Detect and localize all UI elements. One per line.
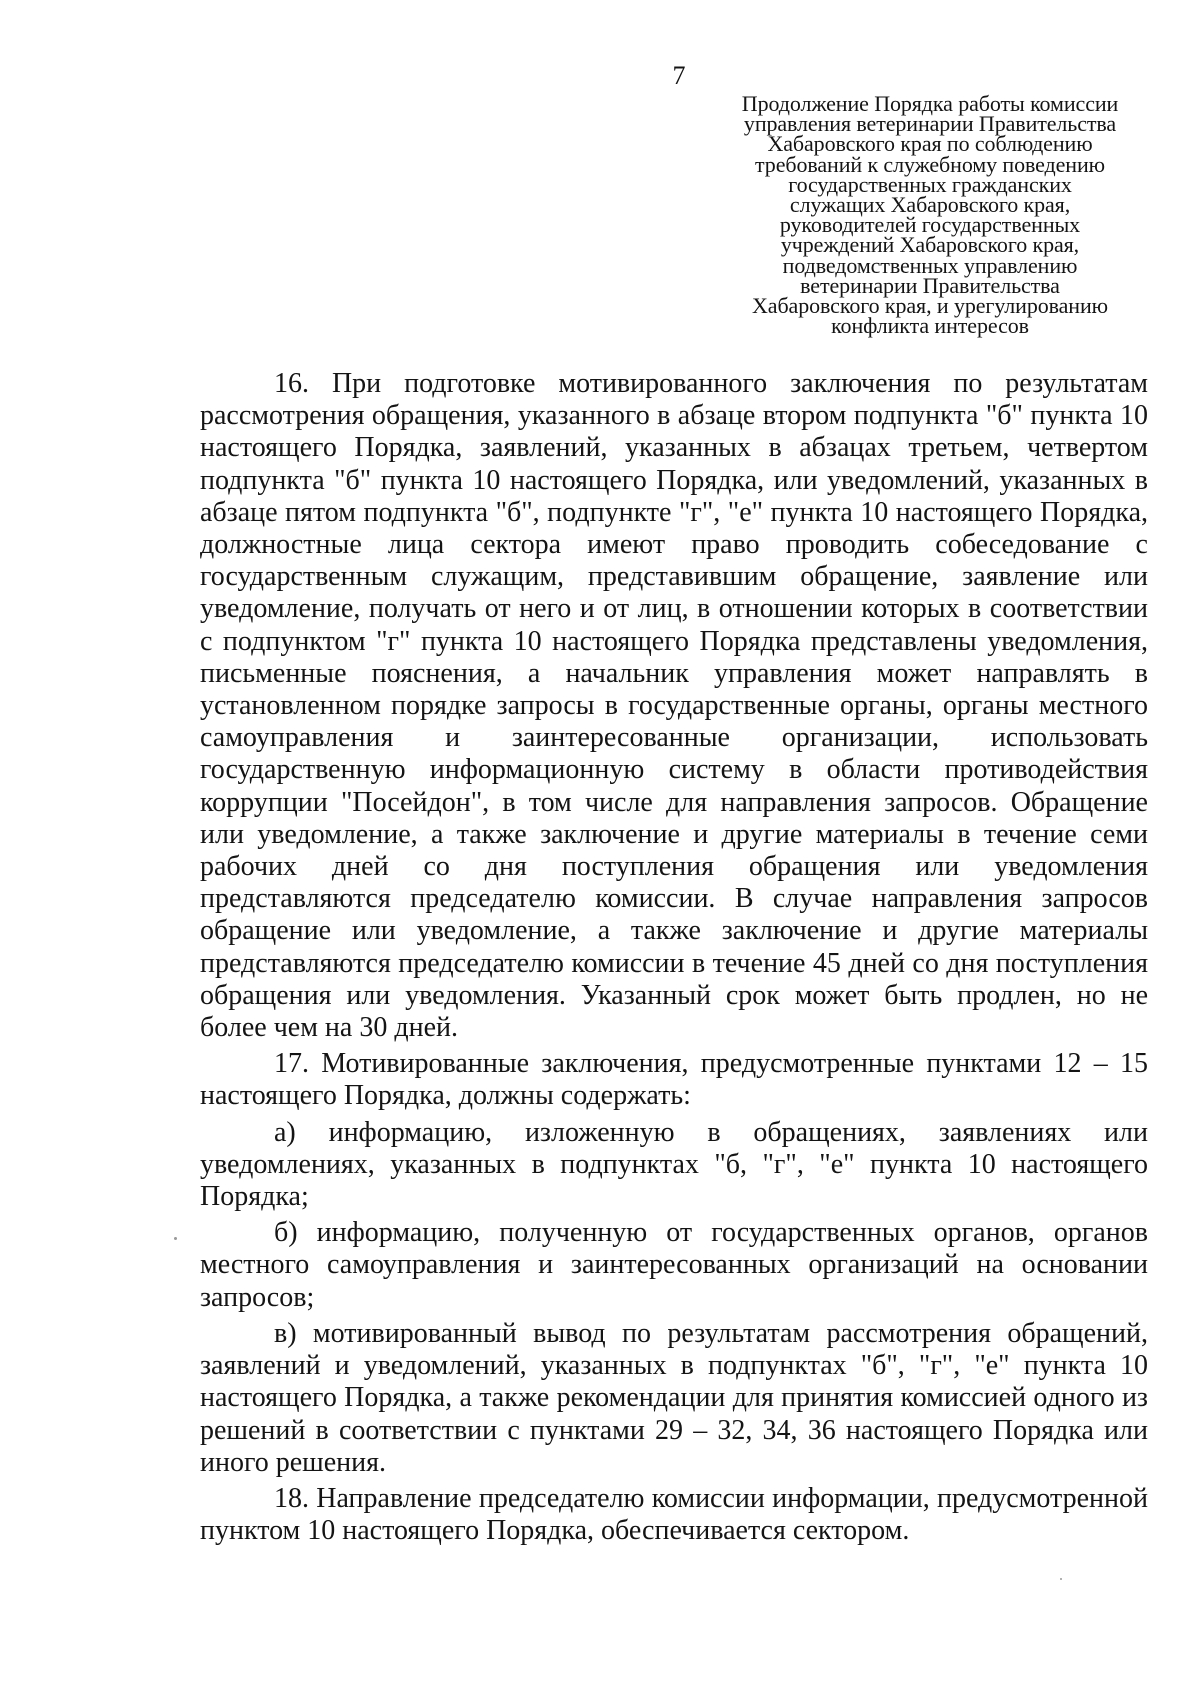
header-line: подведомственных управлению [782,252,1078,278]
paragraph-16: 16. При подготовке мотивированного заключения по результатам рассмотрения обращения, указанного в абзаце втором подпункта "б" пункта 10 настоящего Порядка, заявлений, указанных в абзацах третьем, четвертом подпункта "б" пункта 10 настоящего Порядка, или уведомлений, указанных в абзаце пятом подпункта "б", подпункте "г", "е" пункта 10 настоящего Порядка, должностные лица сектора имеют право проводить собеседование с государственным служащим, представившим обращение, заявление или уведомление, получать от него и от лиц, в отношении которых в соответствии с подпунктом "г" пункта 10 настоящего Порядка представлены уведомления, письменные пояснения, а начальник управления может направлять в установленном порядке запросы в государственные органы, органы местного самоуправления и заинтересованные организации, использовать государственную информационную систему в области противодействия коррупции "Посейдон", в том числе для направления запросов. Обращение или уведомление, а также заключение и другие материалы в течение семи рабочих дней со дня поступления обращения или уведомления представляются председателю комиссии. В случае направления запросов обращение или уведомление, а также заключение и другие материалы представляются председателю комиссии в течение 45 дней со дня поступления обращения или уведомления. Указанный срок может быть продлен, но не более чем на 30 дней. [200,368,1148,1044]
header-line: Продолжение Порядка работы комиссии [741,91,1119,116]
header-line: служащих Хабаровского края, [789,192,1071,218]
header-line: государственных гражданских [788,171,1072,197]
continuation-header [718,91,1142,339]
paragraph-18: 18. Направление председателю комиссии информации, предусмотренной пунктом 10 настоящего Порядка, обеспечивается сектором. [200,1482,1148,1547]
header-line: требований к служебному поведению [755,151,1105,177]
scan-speck [174,1237,177,1240]
document-body [200,368,1148,1547]
page-number: 7 [672,61,686,90]
paragraph-17: 17. Мотивированные заключения, предусмотренные пунктами 12 – 15 настоящего Порядка, должны содержать: [200,1048,1148,1112]
header-line: учреждений Хабаровского края, [780,232,1080,258]
header-line: руководителей государственных [779,212,1081,238]
header-line: конфликта интересов [831,313,1029,339]
subitem-a: а) информацию, изложенную в обращениях, заявлениях или уведомлениях, указанных в подпунктах "б, "г", "е" пункта 10 настоящего Порядка; [200,1116,1148,1213]
subitem-b: б) информацию, полученную от государственных органов, органов местного самоуправления и заинтересованных организаций на основании запросов; [200,1217,1148,1313]
header-line: Хабаровского края, и урегулированию [752,293,1108,319]
header-line: Хабаровского края по соблюдению [767,131,1093,157]
scan-speck [1060,1578,1062,1580]
header-line: управления ветеринарии Правительства [743,111,1117,137]
header-line: ветеринарии Правительства [800,272,1060,298]
subitem-v: в) мотивированный вывод по результатам рассмотрения обращений, заявлений и уведомлений, указанных в подпунктах "б", "г", "е" пункта 10 настоящего Порядка, а также рекомендации для принятия комиссией одного из решений в соответствии с пунктами 29 – 32, 34, 36 настоящего Порядка или иного решения. [200,1317,1148,1478]
